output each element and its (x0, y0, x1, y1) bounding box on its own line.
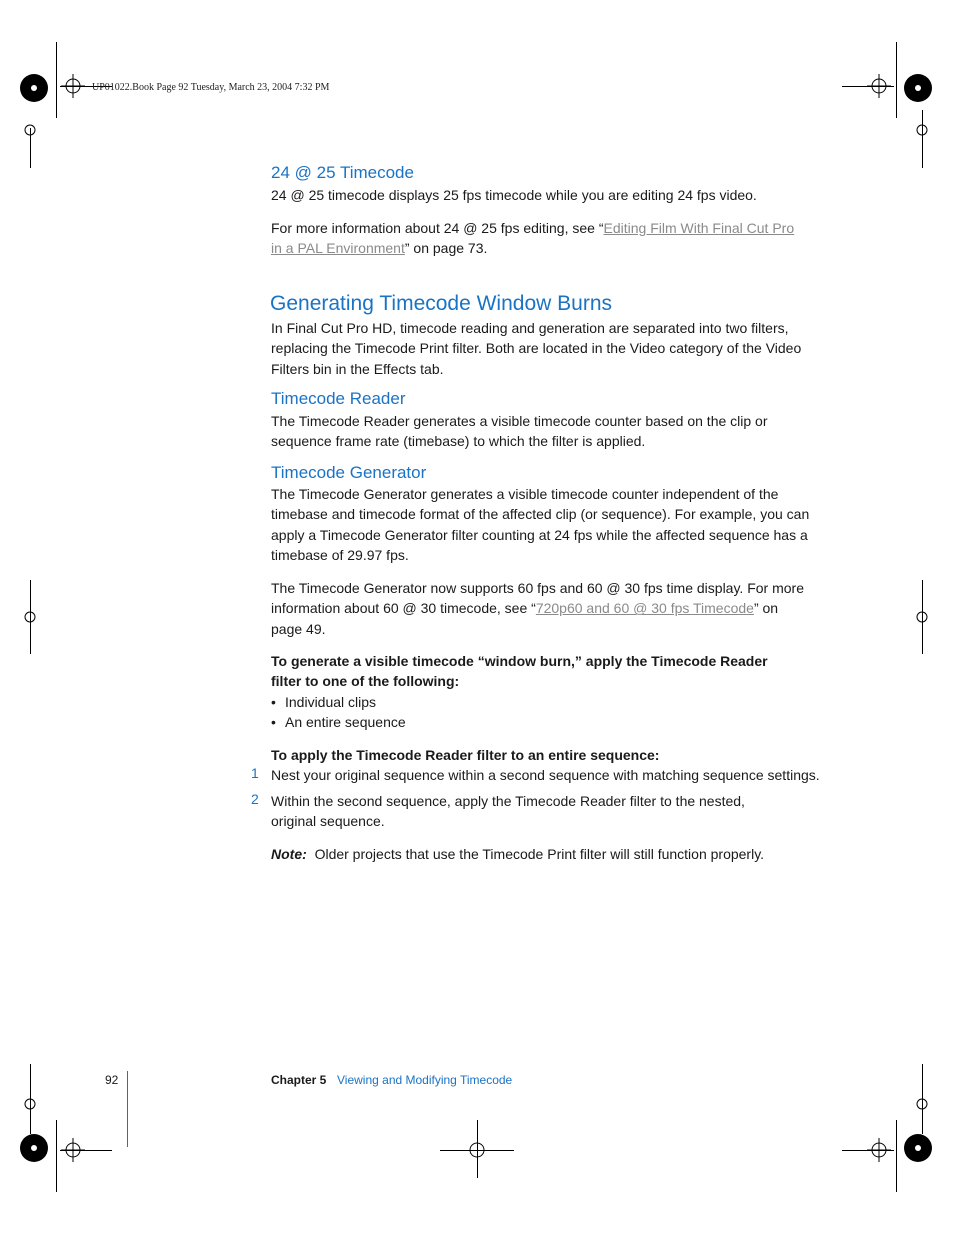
registration-target-icon (25, 1099, 35, 1109)
registration-target-icon (917, 1099, 927, 1109)
footer-chapter-title: Viewing and Modifying Timecode (337, 1073, 513, 1087)
footer-divider (127, 1071, 128, 1147)
paragraph: In Final Cut Pro HD, timecode reading and generation are separated into two filters, replacing the Timecode Print filter. Both are located in the Video category of the Video Filters bin in the Effects tab. (271, 320, 802, 377)
registration-target-icon (25, 612, 35, 622)
task-heading: To apply the Timecode Reader filter to an entire sequence: (271, 747, 660, 763)
registration-target-icon (25, 125, 35, 135)
step-number: 2 (251, 791, 259, 807)
paragraph: For more information about 24 @ 25 fps editing, see “Editing Film With Final Cut Pro in a PAL Environment” on page 73. (271, 220, 795, 257)
registration-target-icon (470, 1143, 484, 1157)
paragraph: The Timecode Generator now supports 60 fps and 60 @ 30 fps time display. For more information about 60 @ 30 timecode, see “720p60 and 60 @ 30 fps Timecode” on page 49. (271, 580, 804, 637)
paragraph: 24 @ 25 timecode displays 25 fps timecode while you are editing 24 fps video. (271, 187, 757, 203)
step-text: Within the second sequence, apply the Timecode Reader filter to the nested, original sequence. (271, 793, 745, 830)
cross-reference-link[interactable]: Editing Film With Final Cut Pro (603, 220, 795, 236)
cross-reference-link[interactable]: 720p60 and 60 @ 30 fps Timecode (535, 600, 754, 617)
print-slug: UP01022.Book Page 92 Tuesday, March 23, 2004 7:32 PM (92, 82, 330, 93)
paragraph: The Timecode Generator generates a visible timecode counter independent of the timebase and timecode format of the affected clip (or sequence). For example, you can apply a Timecode Generator filter counting at 24 fps while the affected sequence has a timebase of 29.97 fps. (271, 486, 810, 564)
list-item: • Individual clips (271, 694, 377, 710)
heading-timecode-reader: Timecode Reader (271, 389, 406, 408)
cross-reference-link[interactable]: in a PAL Environment (271, 240, 405, 257)
page-number: 92 (105, 1073, 119, 1087)
paragraph: The Timecode Reader generates a visible timecode counter based on the clip or sequence frame rate (timebase) to which the filter is applied. (271, 413, 768, 450)
heading-24-at-25-timecode: 24 @ 25 Timecode (271, 163, 414, 182)
task-heading: To generate a visible timecode “window burn,” apply the Timecode Reader filter to one of the following: (271, 653, 768, 690)
section-heading: Generating Timecode Window Burns (270, 292, 612, 315)
footer-chapter: Chapter 5 (271, 1073, 327, 1087)
step-number: 1 (251, 765, 259, 781)
note: Note: Older projects that use the Timecode Print filter will still function properly. (271, 846, 765, 862)
registration-target-icon (917, 125, 927, 135)
step-text: Nest your original sequence within a second sequence with matching sequence settings. (271, 767, 820, 783)
registration-target-icon (917, 612, 927, 622)
heading-timecode-generator: Timecode Generator (271, 463, 427, 482)
list-item: • An entire sequence (271, 714, 406, 730)
